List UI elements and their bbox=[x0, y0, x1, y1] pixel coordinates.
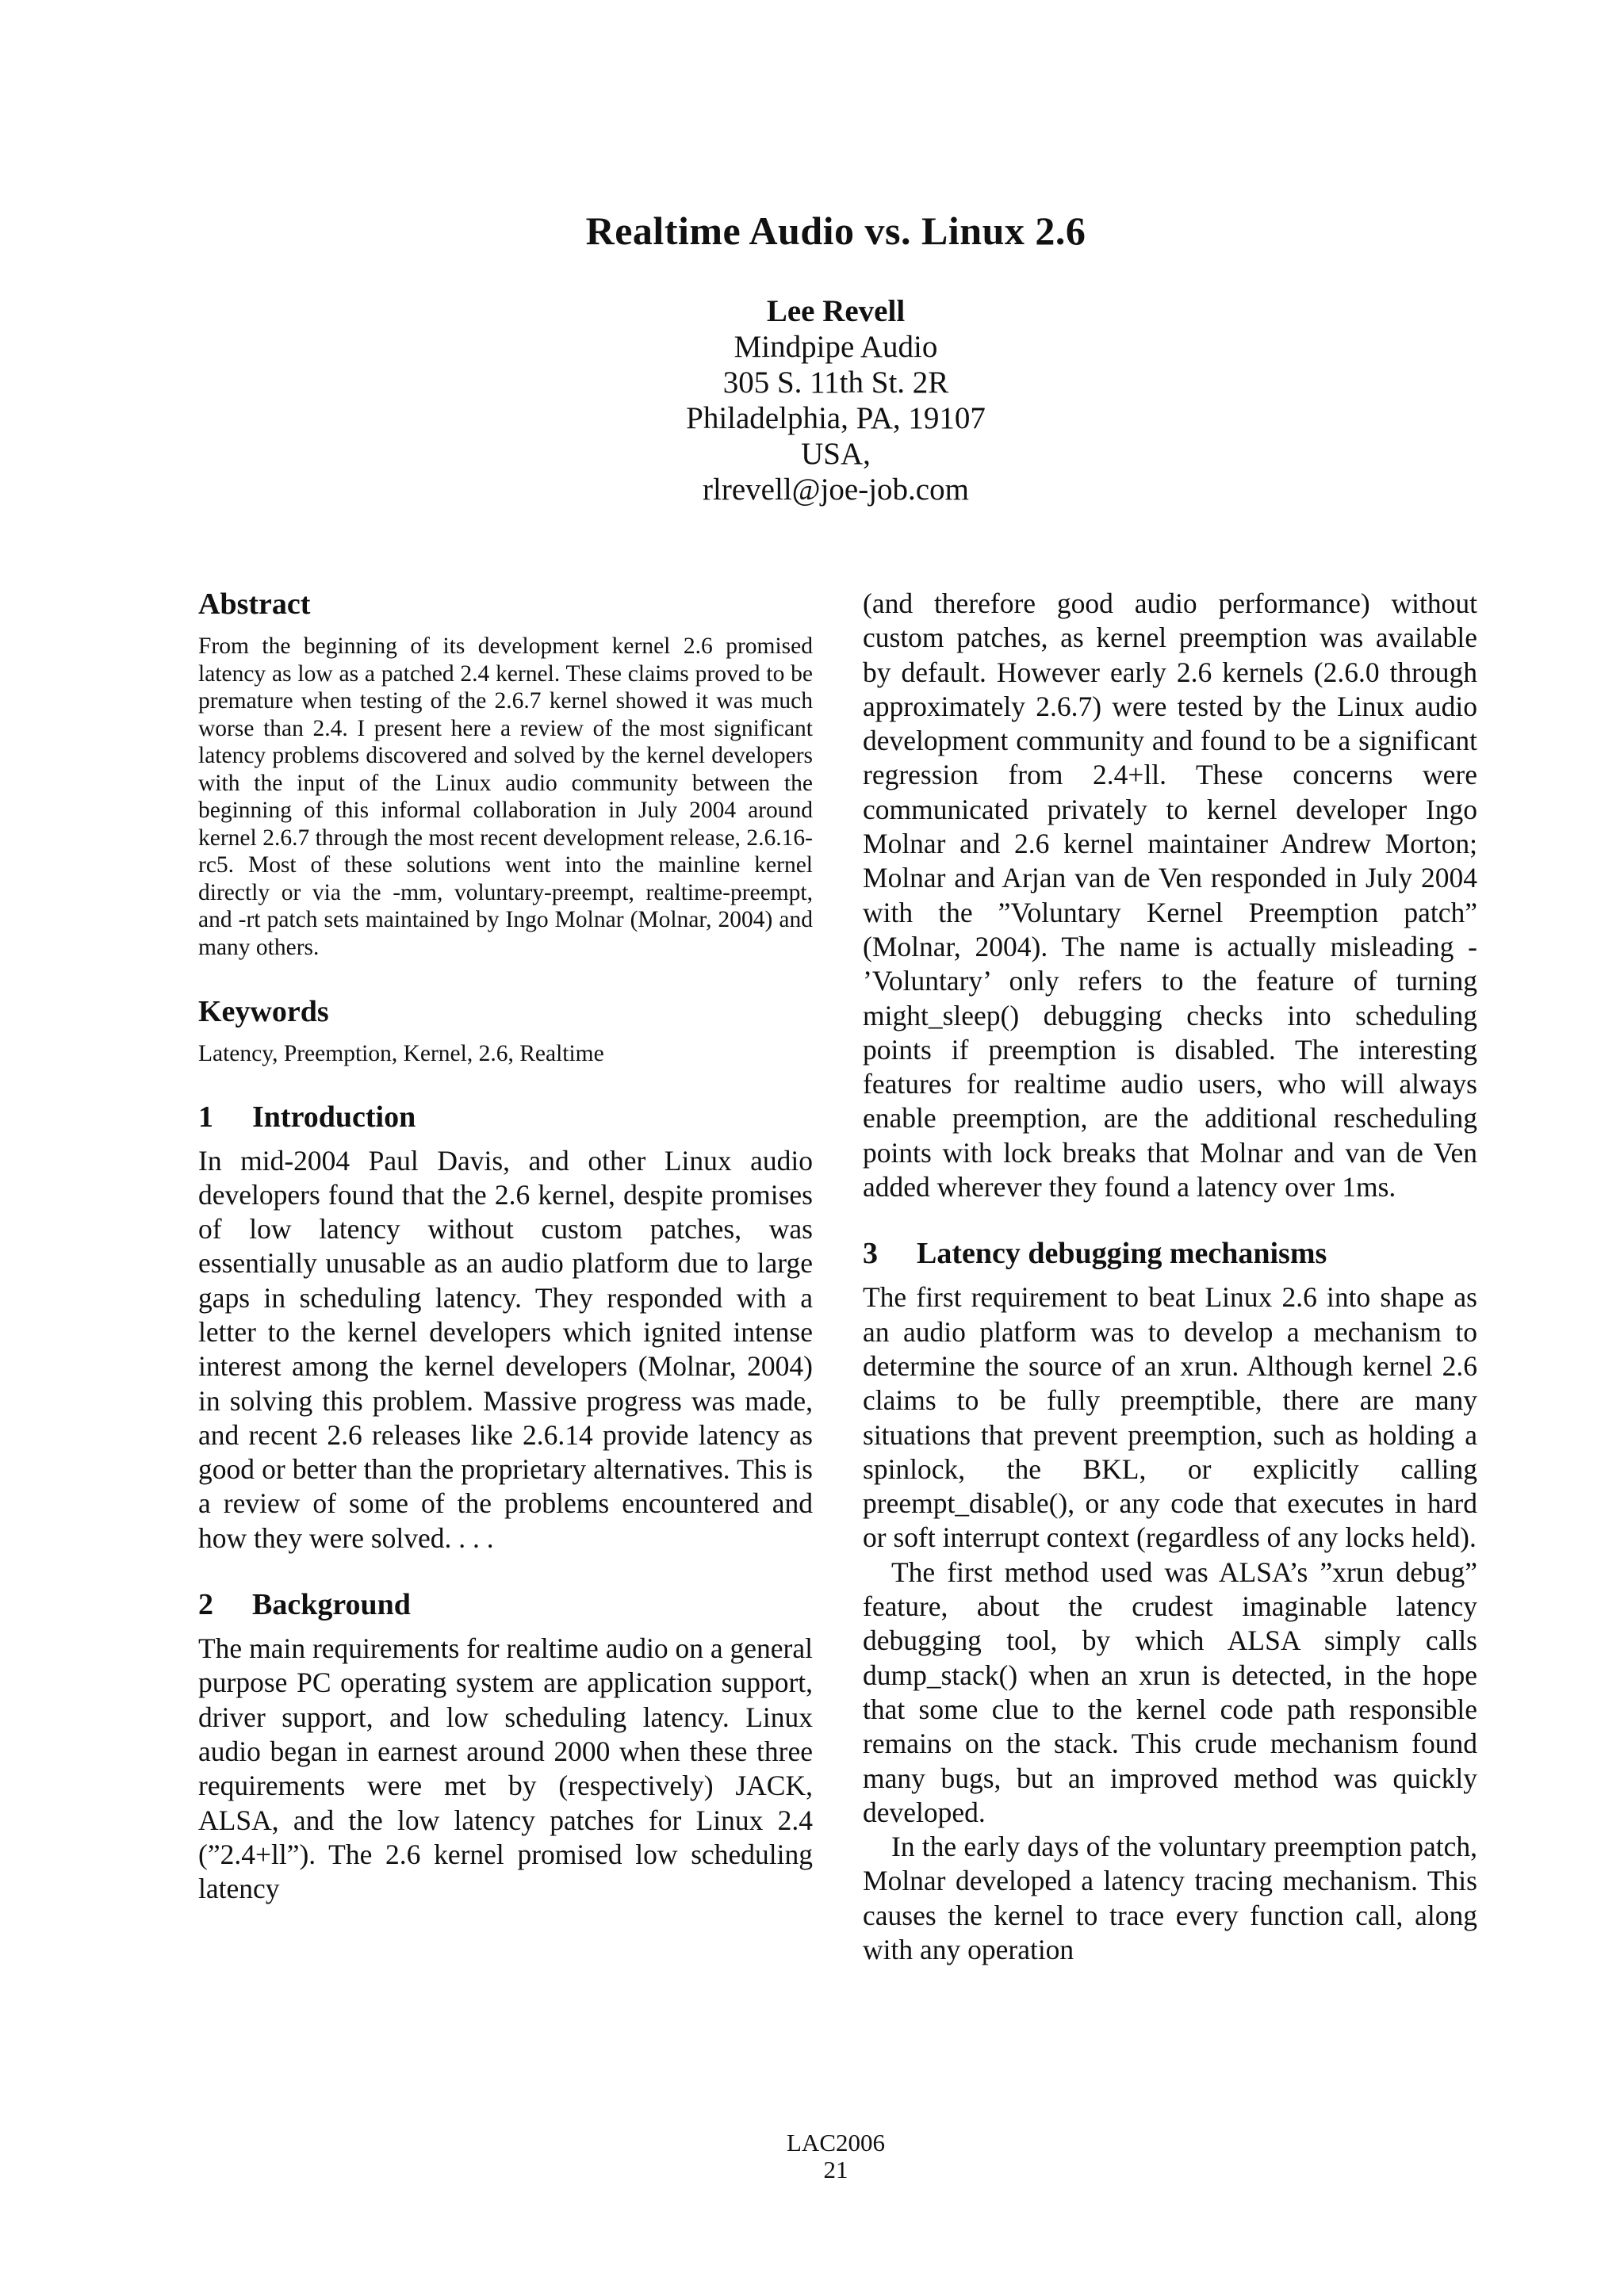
page-number: 21 bbox=[823, 2156, 848, 2183]
author-address-line2: Philadelphia, PA, 19107 bbox=[686, 401, 986, 435]
section-number: 2 bbox=[198, 1588, 213, 1622]
keywords-text: Latency, Preemption, Kernel, 2.6, Realtime bbox=[198, 1041, 604, 1066]
author-country: USA, bbox=[801, 437, 871, 471]
section-title: Background bbox=[252, 1588, 411, 1622]
latency-debugging-paragraph-1: The first requirement to beat Linux 2.6 into shape as an audio platform was to develop a mechanism to determine the source of an xrun. Although kernel 2.6 claims to be fully preemptible, there are many situations that prevent preemption, such as holding a spinlock, the BKL, or explicitly calling preempt_disable(), or any code that executes in hard or soft interrupt context (regardless of any locks held). bbox=[863, 1281, 1477, 1554]
section-number: 1 bbox=[198, 1100, 213, 1134]
background-paragraph-1: The main requirements for realtime audio on a general purpose PC operating system are application support, driver support, and low scheduling latency. Linux audio began in earnest around 2000 when these three requirements were met by (respectively) JACK, ALSA, and the low latency patches for Linux 2.4 (”2.4+ll”). The 2.6 kernel promised low scheduling latency bbox=[198, 1632, 813, 1905]
background-paragraph-2: (and therefore good audio performance) without custom patches, as kernel preemption was available by default. However early 2.6 kernels (2.6.0 through approximately 2.6.7) were tested by the Linux audio development community and found to be a significant regression from 2.4+ll. These concerns were communicated privately to kernel developer Ingo Molnar and 2.6 kernel maintainer Andrew Morton; Molnar and Arjan van de Ven responded in July 2004 with the ”Voluntary Kernel Preemption patch” (Molnar, 2004). The name is actually misleading - ’Voluntary’ only refers to the feature of turning might_sleep() debugging checks into scheduling points if preemption is disabled. The interesting features for realtime audio users, who will always enable preemption, are the additional rescheduling points with lock breaks that Molnar and van de Ven added wherever they found a latency over 1ms. bbox=[863, 587, 1477, 1203]
latency-debugging-paragraph-2: The first method used was ALSA’s ”xrun debug” feature, about the crudest imaginable latency debugging tool, by which ALSA simply calls dump_stack() when an xrun is detected, in the hope that some clue to the kernel code path responsible remains on the stack. This crude mechanism found many bugs, but an improved method was quickly developed. bbox=[863, 1556, 1477, 1828]
section-title: Latency debugging mechanisms bbox=[917, 1237, 1327, 1271]
section-heading-background bbox=[198, 1587, 813, 1622]
section-number: 3 bbox=[863, 1237, 878, 1271]
right-column bbox=[863, 587, 1477, 1967]
page-footer bbox=[0, 2130, 1624, 2183]
footer-venue: LAC2006 bbox=[787, 2129, 885, 2156]
keywords-heading: Keywords bbox=[198, 995, 329, 1028]
section-title: Introduction bbox=[252, 1100, 416, 1134]
section-heading-latency-debugging bbox=[863, 1236, 1477, 1271]
abstract-text: From the beginning of its development kernel 2.6 promised latency as low as a patched 2.4 kernel. These claims proved to be premature when testing of the 2.6.7 kernel showed it was much worse than 2.4. I present here a review of the most significant latency problems discovered and solved by the kernel developers with the input of the Linux audio community between the beginning of this informal collaboration in July 2004 around kernel 2.6.7 through the most recent development release, 2.6.16-rc5. Most of these solutions went into the mainline kernel directly or via the -mm, voluntary-preempt, realtime-preempt, and -rt patch sets maintained by Ingo Molnar (Molnar, 2004) and many others. bbox=[198, 633, 813, 960]
latency-debugging-paragraph-3: In the early days of the voluntary preemption patch, Molnar developed a latency tracing mechanism. This causes the kernel to trace every function call, along with any operation bbox=[863, 1831, 1477, 1965]
left-column bbox=[198, 587, 813, 1906]
abstract-heading: Abstract bbox=[198, 587, 311, 621]
introduction-paragraph: In mid-2004 Paul Davis, and other Linux audio developers found that the 2.6 kernel, despite promises of low latency without custom patches, was essentially unusable as an audio platform due to large gaps in scheduling latency. They responded with a letter to the kernel developers which ignited intense interest among the kernel developers (Molnar, 2004) in solving this problem. Massive progress was made, and recent 2.6 releases like 2.6.14 provide latency as good or better than the proprietary alternatives. This is a review of some of the problems encountered and how they were solved. . . . bbox=[198, 1144, 813, 1554]
author-name: Lee Revell bbox=[766, 294, 906, 328]
author-block bbox=[0, 293, 1624, 507]
author-address-line1: 305 S. 11th St. 2R bbox=[722, 365, 949, 400]
section-heading-introduction bbox=[198, 1100, 813, 1135]
author-affiliation: Mindpipe Audio bbox=[733, 330, 938, 364]
paper-title: Realtime Audio vs. Linux 2.6 bbox=[585, 209, 1086, 253]
author-email: rlrevell@joe-job.com bbox=[703, 473, 969, 507]
